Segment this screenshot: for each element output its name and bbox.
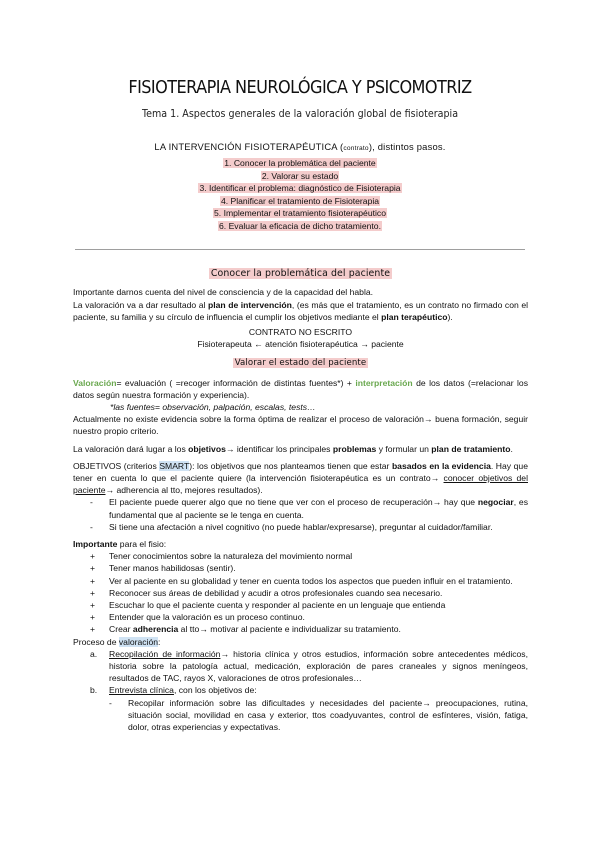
plus-list [73, 550, 528, 635]
paragraph-plan: La valoración va a dar resultado al plan de intervención, (es más que el tratamiento, es un contrato no firmado con el paciente, su familia y su círculo de influencia el cumplir los objetivos mediante el plan terapéutico). [73, 299, 529, 322]
steps-list [0, 157, 600, 233]
section-heading-text: Conocer la problemática del paciente [210, 268, 391, 279]
step-item: 2. Valorar su estado [261, 170, 339, 181]
paragraph-objetivos: La valoración dará lugar a los objetivos→ identificar los principales problemas y formular un plan de tratamiento. [73, 443, 513, 454]
step-item: 4. Planificar el tratamiento de Fisioterapia [220, 195, 380, 206]
document-body [73, 267, 528, 733]
step-item: 3. Identificar el problema: diagnóstico de Fisioterapia [199, 183, 401, 194]
paragraph-proceso: Proceso de valoración: [73, 636, 161, 647]
document-title: FISIOTERAPIA NEUROLÓGICA Y PSICOMOTRIZ [128, 78, 472, 98]
paragraph-fuentes: *las fuentes= observación, palpación, escalas, tests… [110, 401, 316, 412]
section-heading-valorar [73, 357, 528, 369]
section-heading-conocer [73, 267, 528, 280]
step-item: 1. Conocer la problemática del paciente [224, 158, 376, 168]
paragraph-smart: OBJETIVOS (criterios SMART): los objetivos que nos planteamos tienen que estar basados en la evidencia. Hay que tener en cuenta lo que el paciente quiere (la intervención fisioterapéutica es un contrato→ conocer objetivos del paciente→ adherencia al tto, mejores resultados). [73, 460, 528, 496]
list-item: b. Entrevista clínica, con los objetivos de: - Recopilar información sobre las dificultades y necesidades del paciente→ preocupaciones, rutina, situación social, movilidad en casa y exterior, ttos coadyuvantes, control de esfínteres, visión, fatiga, dolor, otras experiencias y expectativas. [73, 684, 528, 733]
list-item: + Escuchar lo que el paciente cuenta y responder al paciente en un lenguaje que entienda [90, 600, 446, 611]
intro-line [0, 140, 600, 153]
list-item: - Si tiene una afectación a nivel cognitivo (no puede hablar/expresarse), preguntar al cuidador/familiar. [90, 521, 493, 532]
paragraph-valoracion: Valoración= evaluación ( =recoger información de distintas fuentes*) + interpretación de los datos (=relacionar los datos según nuestra formación y experiencia). [73, 377, 528, 400]
sub-list [73, 697, 528, 734]
paragraph-consciencia: Importante darnos cuenta del nivel de consciencia y de la capacidad del habla. [73, 287, 374, 298]
list-item: + Reconocer sus áreas de debilidad y acudir a otros profesionales cuando sea necesario. [90, 587, 443, 598]
contrato-flow: Fisioterapeuta ← atención fisioterapéutica → paciente [197, 339, 404, 350]
list-item: + Tener conocimientos sobre la naturaleza del movimiento normal [90, 551, 353, 562]
paragraph-actual: Actualmente no existe evidencia sobre la forma óptima de realizar el proceso de valoración→ buena formación, seguir nuestro propio criterio. [73, 414, 528, 437]
step-item: 6. Evaluar la eficacia de dicho tratamiento. [219, 220, 381, 231]
dash-list [73, 496, 528, 533]
document-subtitle: Tema 1. Aspectos generales de la valoración global de fisioterapia [141, 108, 459, 120]
paragraph-importante: Importante para el fisio: [73, 539, 167, 549]
list-item: + Crear adherencia al tto→ motivar al paciente e individualizar su tratamiento. [90, 624, 401, 635]
step-item: 5. Implementar el tratamiento fisioterapéutico [214, 208, 386, 219]
list-item: + Entender que la valoración es un proceso continuo. [90, 612, 305, 623]
alpha-list [73, 648, 528, 733]
intro-small: contrato [343, 145, 369, 152]
intro-main: LA INTERVENCIÓN FISIOTERAPÉUTICA ( [154, 141, 344, 152]
horizontal-divider [75, 249, 525, 250]
intro-end: ), distintos pasos. [368, 141, 446, 152]
list-item: + Tener manos habilidosas (sentir). [90, 563, 236, 574]
section-heading-text: Valorar el estado del paciente [234, 358, 367, 369]
contrato-label: CONTRATO NO ESCRITO [248, 326, 353, 337]
list-item: a. Recopilación de información→ historia clínica y otros estudios, información sobre antecedentes médicos, historia sobre la patología actual, medicación, exploración de pares craneales y signos meníngeos, resultados de TAC, rayos X, valoraciones de otros profesionales… [90, 648, 528, 684]
list-item: - Recopilar información sobre las dificultades y necesidades del paciente→ preocupaciones, rutina, situación social, movilidad en casa y exterior, ttos coadyuvantes, control de esfínteres, visión, fatiga, dolor, otras experiencias y expectativas. [109, 697, 528, 733]
list-item: - El paciente puede querer algo que no tiene que ver con el proceso de recuperación→ hay que negociar, es fundamental que al paciente se le tenga en cuenta. [90, 497, 528, 520]
list-item: + Ver al paciente en su globalidad y tener en cuenta todos los aspectos que pueden influir en el tratamiento. [90, 575, 513, 586]
